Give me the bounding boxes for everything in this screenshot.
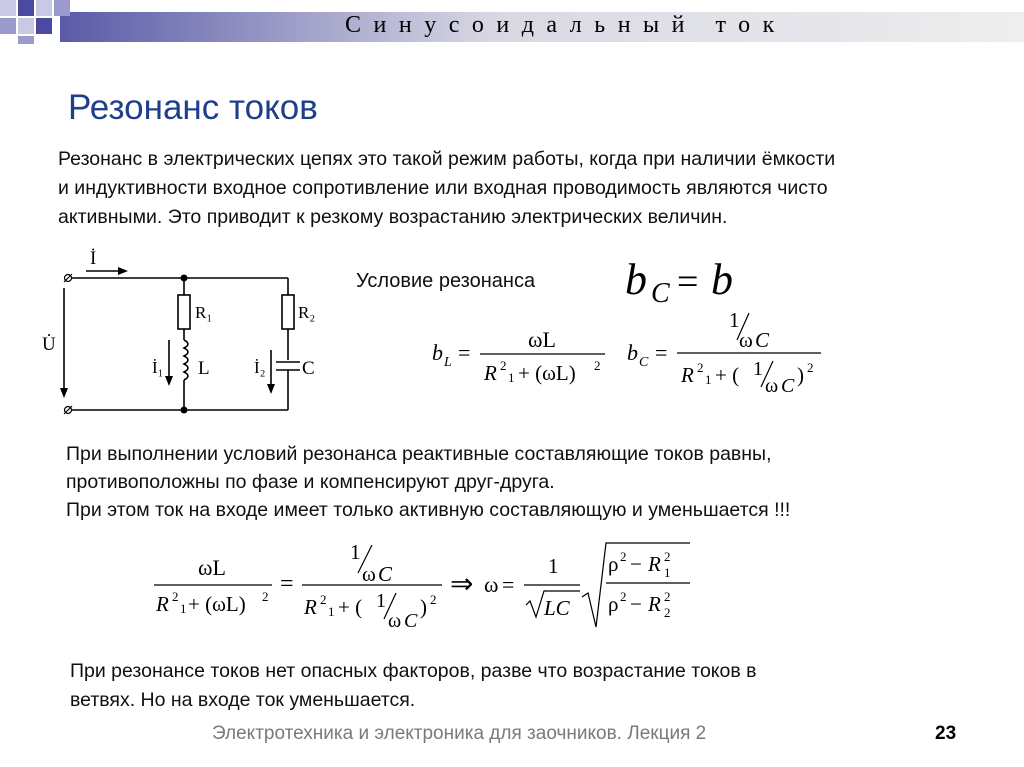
svg-text:1: 1 [548, 554, 559, 578]
svg-text:1: 1 [350, 540, 361, 564]
svg-text:ωL: ωL [528, 327, 556, 352]
r1-label: R₁ [195, 303, 213, 322]
result-line: противоположны по фазе и компенсируют друг-друга. [66, 471, 555, 493]
page-number: 23 [935, 723, 957, 744]
svg-text:2: 2 [594, 358, 601, 373]
header-title: Синусоидальный ток [345, 12, 787, 38]
svg-text:R: R [484, 361, 497, 385]
svg-text:1: 1 [729, 308, 740, 332]
result-line: При этом ток на входе имеет только активную составляющую и уменьшается !!! [66, 499, 791, 521]
svg-text:ω: ω [362, 562, 376, 586]
svg-text:2: 2 [807, 360, 814, 375]
result-paragraph [66, 440, 790, 524]
intro-line: Резонанс в электрических цепях это такой режим работы, когда при наличии ёмкости [58, 148, 836, 170]
footer-text: Электротехника и электроника для заочников. Лекция 2 [212, 723, 707, 744]
svg-text:−: − [630, 552, 642, 576]
svg-text:+ (ωL): + (ωL) [518, 361, 576, 385]
outro-line: При резонансе токов нет опасных факторов, разве что возрастание токов в [70, 660, 757, 682]
svg-text:2: 2 [620, 589, 627, 604]
svg-text:C: C [781, 375, 795, 397]
intro-line: активными. Это приводит к резкому возрастанию электрических величин. [58, 206, 728, 228]
svg-text:C: C [404, 610, 418, 632]
svg-text:b: b [627, 340, 638, 365]
bl-formula [430, 320, 610, 390]
inductor-label: L [198, 358, 210, 379]
intro-line: и индуктивности входное сопротивление или входная проводимость являются чисто [58, 177, 828, 199]
condition-lhs: b [625, 255, 647, 304]
parallel-circuit-diagram [30, 240, 330, 425]
svg-text:2: 2 [500, 358, 507, 373]
svg-text:+ (: + ( [715, 363, 740, 387]
svg-text:1: 1 [180, 601, 187, 616]
outro-paragraph [70, 657, 757, 715]
bc-formula [625, 305, 825, 405]
svg-text:): ) [420, 595, 427, 619]
svg-text:−: − [630, 592, 642, 616]
svg-text:2: 2 [697, 360, 704, 375]
svg-text:1: 1 [664, 565, 671, 580]
svg-text:): ) [797, 363, 804, 387]
r2-label: R₂ [298, 303, 316, 322]
svg-text:R: R [156, 592, 169, 616]
svg-text:C: C [639, 355, 649, 370]
resonance-equality-formula [150, 535, 710, 640]
voltage-label: U̇ [42, 334, 56, 355]
svg-text:R: R [304, 595, 317, 619]
svg-text:L: L [444, 355, 452, 370]
intro-paragraph [58, 145, 835, 232]
svg-text:2: 2 [320, 592, 327, 607]
svg-text:2: 2 [664, 605, 671, 620]
svg-text:R: R [648, 592, 661, 616]
svg-text:2: 2 [172, 589, 179, 604]
i1-label: İ₁ [152, 358, 164, 377]
svg-text:⇒: ⇒ [450, 569, 474, 600]
svg-text:R: R [648, 552, 661, 576]
svg-text:ρ: ρ [608, 592, 619, 616]
svg-text:ω: ω [484, 572, 499, 597]
svg-text:ω: ω [739, 328, 753, 352]
svg-text:2: 2 [664, 549, 671, 564]
svg-text:+ (: + ( [338, 595, 363, 619]
svg-text:2: 2 [430, 592, 437, 607]
svg-text:1: 1 [376, 590, 386, 612]
current-label: İ [90, 248, 97, 269]
result-line: При выполнении условий резонанса реактивные составляющие токов равны, [66, 443, 772, 465]
svg-text:C: C [378, 562, 393, 586]
svg-text:R: R [681, 363, 694, 387]
condition-formula [615, 250, 755, 310]
svg-text:1: 1 [328, 604, 335, 619]
svg-text:=: = [280, 571, 294, 597]
condition-lhs-sub: C [651, 278, 670, 309]
svg-text:2: 2 [262, 589, 269, 604]
svg-text:+ (ωL): + (ωL) [188, 592, 246, 616]
svg-text:1: 1 [508, 370, 515, 385]
svg-text:LC: LC [544, 596, 570, 620]
svg-text:C: C [755, 328, 770, 352]
svg-text:ρ: ρ [608, 552, 619, 576]
capacitor-label: C [302, 358, 315, 379]
header-bar [0, 0, 1024, 44]
slide-title: Резонанс токов [68, 88, 318, 127]
svg-text:b: b [432, 340, 443, 365]
svg-text:=: = [458, 340, 471, 365]
condition-rhs: b [711, 255, 733, 304]
svg-text:ω: ω [388, 610, 402, 632]
svg-text:ω: ω [765, 375, 779, 397]
svg-text:1: 1 [705, 372, 712, 387]
i2-label: İ₂ [254, 358, 266, 377]
svg-text:ωL: ωL [198, 555, 226, 580]
svg-text:2: 2 [664, 589, 671, 604]
svg-text:2: 2 [620, 549, 627, 564]
svg-text:=: = [655, 340, 668, 365]
condition-label: Условие резонанса [356, 270, 536, 292]
svg-text:=: = [502, 572, 515, 597]
condition-eq: = [677, 261, 699, 303]
svg-text:1: 1 [753, 358, 763, 380]
outro-line: ветвях. Но на входе ток уменьшается. [70, 689, 416, 711]
